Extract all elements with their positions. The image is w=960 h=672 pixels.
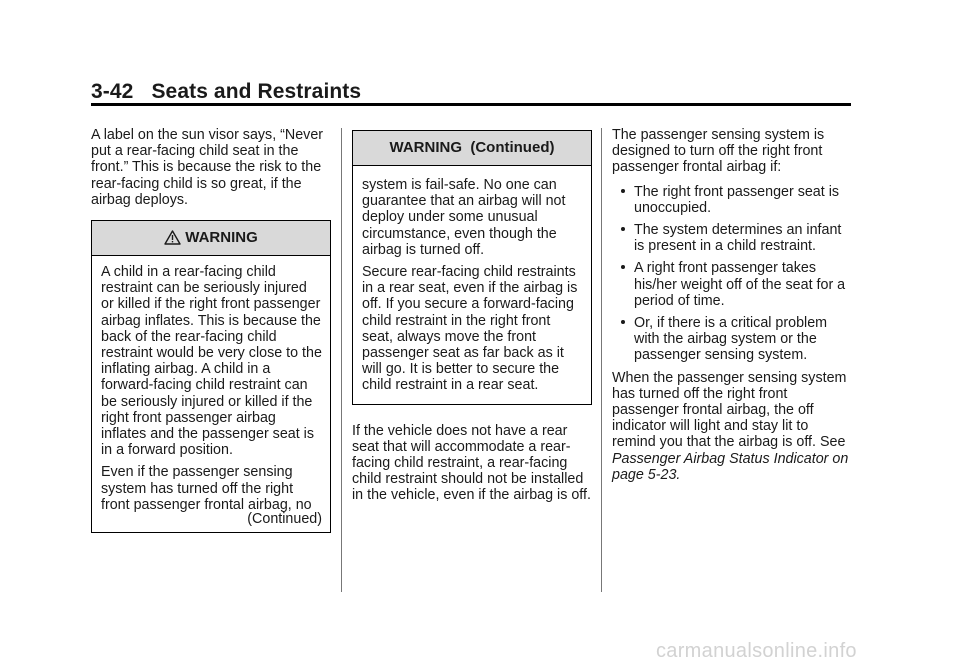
list-item: A right front passenger takes his/her weight off of the seat for a period of time. bbox=[612, 260, 850, 309]
warning-continued-paragraph-1: system is fail-safe. No one can guarantee that an airbag will not deploy under some unusual circumstance, even though the airbag is turned off. bbox=[362, 177, 566, 258]
warning-header bbox=[92, 221, 330, 256]
warning-continued-header: WARNING (Continued) bbox=[353, 131, 591, 166]
warning-paragraph-1: A child in a rear-facing child restraint can be seriously injured or killed if the right front passenger airbag inflates. This is because the back of the rear-facing child restraint would be very close to the inflating airbag. A child in a forward-facing child restraint can be seriously injured or killed if the right front passenger airbag inflates and the passenger seat is in a forward position. bbox=[101, 264, 322, 459]
indicator-text: When the passenger sensing system has turned off the right front passenger frontal airbag, the off indicator will light and stay lit to remind you that the airbag is off. bbox=[612, 369, 847, 451]
header-rule bbox=[91, 103, 851, 106]
after-warning-paragraph: If the vehicle does not have a rear seat that will accommodate a rear-facing child restraint, a rear-facing child restraint should not be installed in the vehicle, even if the airbag is off. bbox=[352, 422, 591, 504]
column-divider-2 bbox=[601, 128, 602, 592]
page-number: 3-42 bbox=[91, 80, 134, 103]
intro-paragraph: A label on the sun visor says, “Never put a rear-facing child seat in the front.” This is because the risk to the rear-facing child is so great, if the airbag deploys. bbox=[91, 127, 324, 208]
warning-triangle-icon bbox=[164, 224, 181, 258]
condition-list bbox=[612, 184, 850, 364]
page-header bbox=[91, 80, 361, 104]
continued-label: (Continued) bbox=[247, 511, 322, 528]
section-title: Seats and Restraints bbox=[151, 80, 362, 103]
warning-continued-paragraph-2: Secure rear-facing child restraints in a rear seat, even if the airbag is off. If you secure a forward-facing child restraint in the right front seat, always move the front passenger seat as far back as it will go. It is better to secure the child restraint in a rear seat. bbox=[362, 264, 578, 394]
column-1 bbox=[91, 127, 331, 533]
warning-paragraph-2: Even if the passenger sensing system has turned off the right front passenger frontal airbag, no bbox=[101, 464, 312, 513]
warning-box bbox=[91, 220, 331, 533]
see-label: See bbox=[819, 434, 846, 451]
warning-title: WARNING bbox=[185, 229, 258, 247]
sensing-intro: The passenger sensing system is designed to turn off the right front passenger frontal airbag if: bbox=[612, 127, 825, 176]
list-item: The right front passenger seat is unoccupied. bbox=[612, 184, 850, 216]
list-item: The system determines an infant is present in a child restraint. bbox=[612, 222, 850, 254]
watermark: carmanualsonline.info bbox=[656, 640, 857, 662]
column-2 bbox=[352, 130, 592, 510]
column-3 bbox=[612, 127, 850, 489]
indicator-paragraph bbox=[612, 370, 850, 483]
column-divider-1 bbox=[341, 128, 342, 592]
list-item: Or, if there is a critical problem with the airbag system or the passenger sensing system. bbox=[612, 315, 850, 364]
warning-body bbox=[92, 256, 330, 532]
cross-reference-link[interactable]: Passenger Airbag Status Indicator on page 5-23. bbox=[612, 450, 849, 483]
warning-continued-box bbox=[352, 130, 592, 405]
warning-continued-body bbox=[353, 166, 591, 404]
